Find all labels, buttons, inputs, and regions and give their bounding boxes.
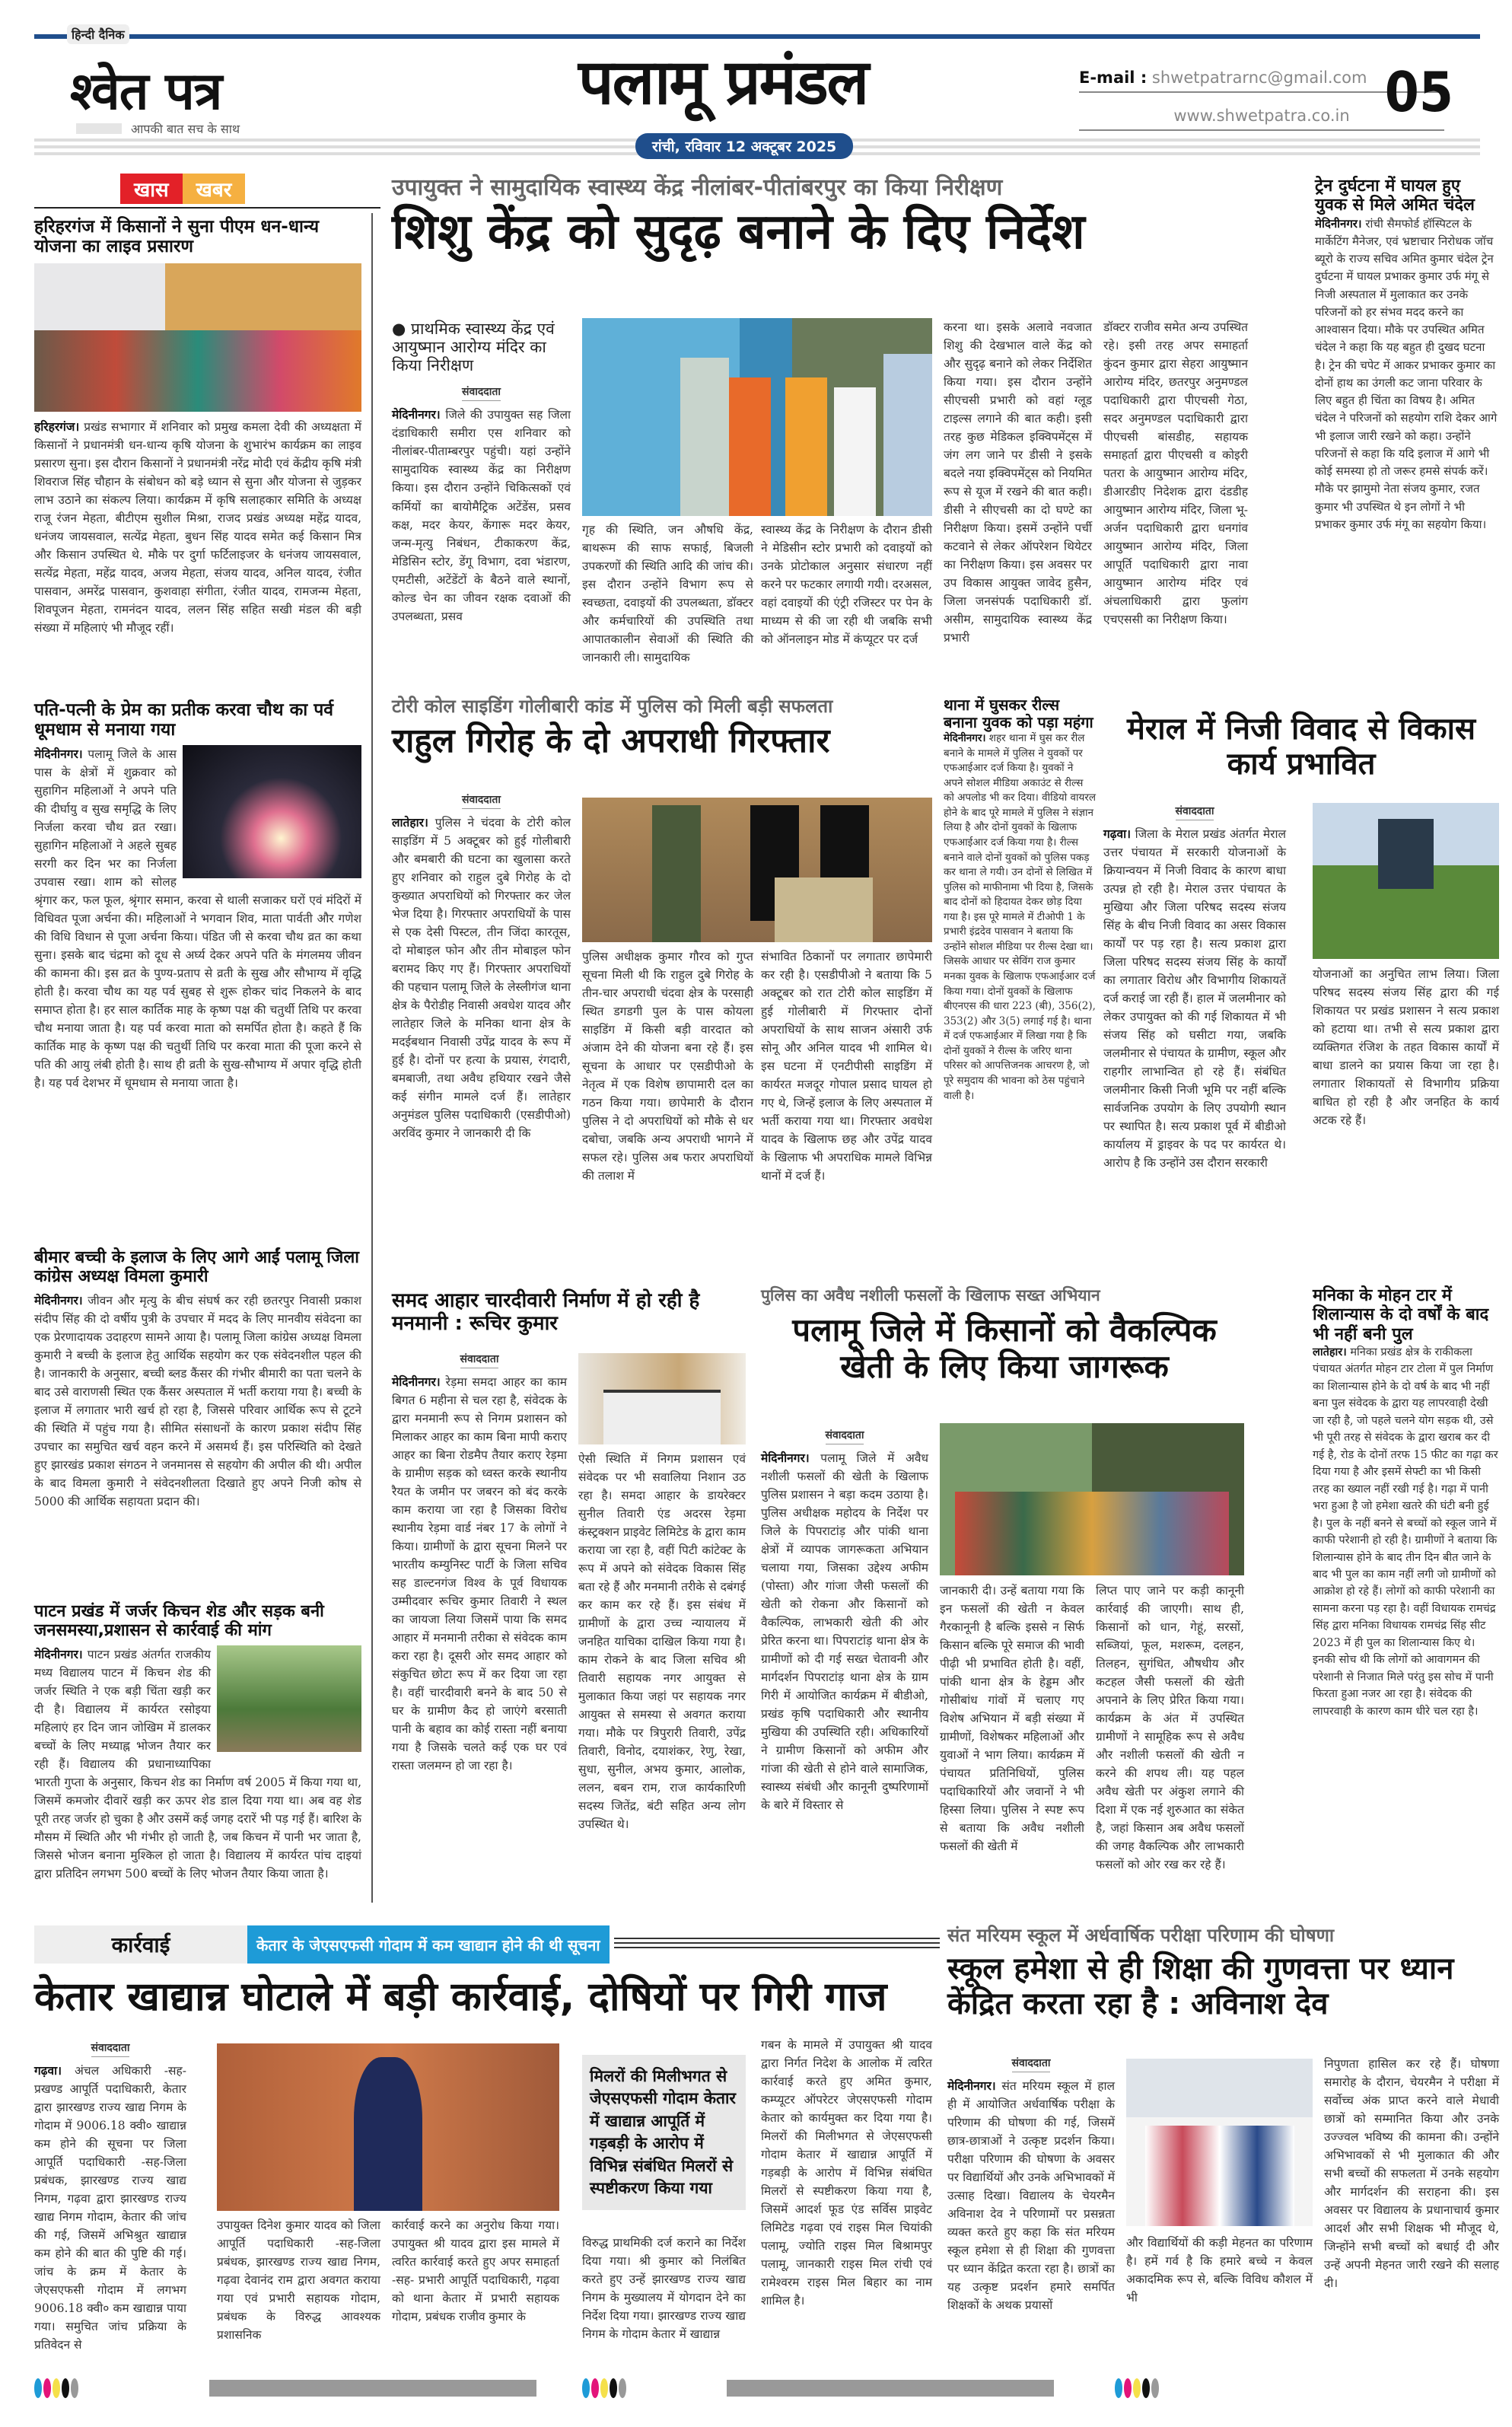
article-bimar <box>34 1248 361 1511</box>
headline-lead[interactable]: शिशु केंद्र को सुदृढ़ बनाने के दिए निर्देश <box>392 203 1085 260</box>
article-palamu-farm <box>761 1286 1248 1386</box>
cmyk-dot-black <box>610 2378 617 2398</box>
newspaper-tagline: आपकी बात सच के साथ <box>131 122 240 136</box>
ketar-col1 <box>34 2040 186 2354</box>
callout-ketar: मिलरों की मिलीभगत से जेएसएफसी गोदाम केतार में खाद्यान्न आपूर्ति में गड़बड़ी के आरोप में विभिन्न संबंधित मिलरों से स्पष्टीकरण किया गया <box>582 2055 746 2210</box>
cmyk-dot-yellow <box>600 2378 608 2398</box>
headline-reels[interactable]: थाना में घुसकर रील्स बनाना युवक को पड़ा महंगा <box>944 696 1093 731</box>
body-lead-col5: डॉक्टर राजीव समेत अन्य उपस्थित रहे। इसी तरह अपर समाहर्ता कुंदन कुमार द्वारा सेहरा आयुष्मान आरोग्य मंदिर, छतरपुर अनुमण्डल पदाधिकारी द्वारा पीएचसी गेठा, सदर अनुमण्डल पदाधिकारी द्वारा पीएचसी बांसडीह, सहायक समाहर्ता द्वारा पीएचसी व कोइरी पतरा के आयुष्मान आरोग्य मंदिर, डीआरडीए निदेशक द्वारा दंडडीह आयुष्मान आरोग्य मंदिर, जिला भू-अर्जन पदाधिकारी द्वारा धनगांव आयुष्मान आरोग्य मंदिर, जिला आपूर्ति पदाधिकारी द्वारा नावा आयुष्मान आरोग्य मंदिर एवं अंचलाधिकारी द्वारा फुलांग एचएससी का निरीक्षण किया। <box>1103 320 1248 627</box>
article-school <box>947 1925 1503 2021</box>
khas-khabar-tag <box>120 174 245 204</box>
tagline-bar <box>76 123 122 134</box>
body-ketar-col3: कार्रवाई करने का अनुरोध किया गया। उपायुक्त श्री यादव द्वारा इस मामले में त्वरित कार्रवाई करते हुए अपर समाहर्ता -सह- प्रभारी आपूर्ति पदाधिकारी, गढ़वा को थाना केतार में प्रभारी सहायक गोदाम, प्रबंधक राजीव कुमार के <box>392 2218 559 2324</box>
article-lead <box>392 175 1244 260</box>
tori-col1 <box>392 791 571 1142</box>
page-number: 05 <box>1384 60 1453 124</box>
body-reels: मेदिनीनगर। शहर थाना में घुस कर रील बनाने के मामले में पुलिस ने युवकों पर एफआईआर दर्ज किया है। युवकों ने अपने सोशल मीडिया अकाउंट से रील्स को अपलोड भी कर दिया। वीडियो वायरल होने के बाद पूरे मामले में पुलिस ने संज्ञान लिया है और दोनों युवकों के खिलाफ एफआईआर दर्ज किया गया है। रील्स बनाने वाले दोनों युवकों को पुलिस पकड़ कर थाना ले गयी। उन दोनों से लिखित में पुलिस को माफीनामा भी दिया है, जिसके बाद दोनों को हिदायत देकर छोड़ दिया गया है। इस पूरे मामले में टीओपी 1 के प्रभारी इंद्रदेव पासवान ने बताया कि उन्होंने सोशल मीडिया पर रील्स देखा था। जिसके आधार पर सेविंग राज कुमार मनका युवक के खिलाफ एफआईआर दर्ज किया गया। दोनों युवकों के खिलाफ बीएनएस की धारा 223 (बी), 356(2), 353(2) और 3(5) लगाई गई है। थाना में दर्ज एफआईआर में लिखा गया है कि दोनों युवकों ने रील्स के जरिए थाना परिसर को आपत्तिजनक आचरण है, जो पूरे समुदाय की भावना को ठेस पहुंचाने वाली है। <box>944 732 1097 1102</box>
photo-meral-watertank <box>1313 803 1499 959</box>
column-divider <box>371 213 373 1903</box>
photo-farm-awareness <box>940 1423 1244 1575</box>
body-karwa: मेदिनीनगर। पलामू जिले के आस पास के क्षेत्रों में शुक्रवार को सुहागिन महिलाओं ने अपने पति की दीर्घायु व सुख समृद्धि के लिए निर्जला करवा चौथ व्रत रखा। सुहागिन महिलाओं ने अहले सुबह सरगी कर दिन भर का निर्जला उपवास रखा। शाम को सोलह श्रृंगार कर, फल फूल, श्रृंगार समान, करवा से थाली सजाकर घरों एवं मंदिरों में विधिवत पूजा अर्चना की। महिलाओं ने भगवान शिव, माता पार्वती और गणेश की विधि विधान से पूजा अर्चना किया। पंडित जी से करवा चौथ व्रत का कथा सुना। इसके बाद चंद्रमा को दूध से अर्घ्य देकर अपने पति के मंगलमय जीवन की कामना की। इस व्रत के पुण्य-प्रताप से व्रती के सुख और सौभाग्य में वृद्धि होती है। करवा चौथ का यह पर्व सुबह से शुरू होकर चांद निकलने के बाद समाप्त होता है। हर साल कार्तिक माह के कृष्ण पक्ष की चतुर्थी तिथि पर करवा चौथ मनाया जाता है। यह पर्व करवा माता को समर्पित होता है। कहते हैं कि कार्तिक माह के कृष्ण पक्ष की चतुर्थी तिथि पर करवा माता की पूजा करने से पति की आयु लंबी होती है। साथ ही व्रती के सुख-सौभाग्य में अपार वृद्धि होती है। यह पर्व देशभर में धूमधाम से मनाया जाता है। <box>34 746 361 1091</box>
masthead-top-rule <box>34 34 1480 39</box>
cmyk-dot-black <box>62 2378 69 2398</box>
headline-ketar[interactable]: केतार खाद्यान्न घोटाले में बड़ी कार्रवाई, दोषियों पर गिरी गाज <box>34 1974 887 2020</box>
newspaper-logo: श्वेत पत्र <box>70 62 222 122</box>
photo-lead-inspection <box>582 318 932 516</box>
khas-rule <box>34 207 380 209</box>
cmyk-dot-magenta <box>1124 2378 1132 2398</box>
email-label: E-mail : <box>1079 68 1148 87</box>
headline-harihar[interactable]: हरिहरगंज में किसानों ने सुना पीएम धन-धान्य योजना का लाइव प्रसारण <box>34 217 320 257</box>
body-ketar-col4: विरुद्ध प्राथमिकी दर्ज कराने का निर्देश दिया गया। श्री कुमार को निलंबित करते हुए उन्हें झारखण्ड राज्य खाद्य निगम के मुख्यालय में योगदान देने का निर्देश दिया गया। झारखण्ड राज्य खाद्य निगम के गोदाम केतार में खाद्यान्न <box>582 2236 746 2342</box>
body-lead-col2: गृह की स्थिति, जन औषधि केंद्र, बाथरूम की साफ सफाई, बिजली उपकरणों की स्थिति आदि की जांच की। इस दौरान उन्होंने विभाग रूप से स्वच्छता, दवाइयों की उपलब्धता, डॉक्टर और कर्मचारियों की उपस्थिति तथा आपातकालीन सेवाओं की स्थिति की जानकारी ली। सामुदायिक <box>582 523 753 665</box>
cmyk-dot-magenta <box>591 2378 599 2398</box>
body-lead-col3: स्वास्थ्य केंद्र के निरीक्षण के दौरान डीसी ने मेडिसीन स्टोर प्रभारी को दवाइयों को उनके प्रोटोकाल अनुसार संधारण नहीं करने पर फटकार लगायी गयी। दरअसल, वहां दवाइयों की एंट्री रजिस्टर पर पेन के माध्यम से की जा रही थी जबकि सभी को ऑनलाइन मोड में कंप्यूटर पर दर्ज <box>761 523 932 647</box>
article-meral <box>1103 712 1499 782</box>
photo-harihar-meeting <box>34 263 361 412</box>
kicker-school: संत मरियम स्कूल में अर्धवार्षिक परीक्षा परिणाम की घोषणा <box>947 1925 1335 1946</box>
article-patan <box>34 1602 361 1883</box>
article-reels <box>944 696 1096 1104</box>
kicker-palamu-farm: पुलिस का अवैध नशीली फसलों के खिलाफ सख्त अभियान <box>761 1286 1100 1304</box>
headline-meral[interactable]: मेराल में निजी विवाद से विकास कार्य प्रभावित <box>1126 712 1476 782</box>
article-samad <box>392 1290 746 1336</box>
bullet-icon: ● <box>392 320 411 338</box>
khas-label: खास <box>120 174 183 204</box>
headline-samad[interactable]: समद आहार चारदीवारी निर्माण में हो रही है मनमानी : रूचिर कुमार <box>392 1289 700 1335</box>
byline-lead: संवाददाता <box>462 384 501 401</box>
cmyk-dot-black <box>1142 2378 1150 2398</box>
headline-school[interactable]: स्कूल हमेशा से ही शिक्षा की गुणवत्ता पर ध्यान केंद्रित करता रहा है : अविनाश देव <box>947 1951 1454 2021</box>
body-meral-col1: गढ़वा। जिला के मेराल प्रखंड अंतर्गत मेराल उत्तर पंचायत में सरकारी योजनाओं के क्रियान्वयन में निजी विवाद के कारण बाधा उत्पन्न हो रही है। मेराल उत्तर पंचायत के मुखिया और जिला परिषद सदस्य संजय सिंह के बीच निजी विवाद का असर विकास कार्यों पर पड़ रहा है। सत्य प्रकाश द्वारा जिला परिषद सदस्य संजय सिंह के कार्यों का लगातार विरोध और विभागीय शिकायतें दर्ज कराई जा रही हैं। हाल में जलमीनार को लेकर उपायुक्त को की गई शिकायत में भी संजय सिंह को घसीटा गया, जबकि जलमीनार से पंचायत के ग्रामीण, स्कूल और राहगीर लाभान्वित हो रहे हैं। संबंधित जलमीनार किसी निजी भूमि पर नहीं बल्कि सार्वजनिक उपयोग के लिए उपयोगी स्थान पर स्थापित है। सत्य प्रकाश पूर्व में बीडीओ कार्यालय में ड्राइवर के पद पर कार्यरत थे। आरोप है कि उन्होंने उस दौरान सरकारी <box>1103 827 1286 1171</box>
body-patan: मेदिनीनगर। पाटन प्रखंड अंतर्गत राजकीय मध्य विद्यालय पाटन में किचन शेड की जर्जर स्थिति ने एक बड़ी चिंता खड़ी कर दी है। विद्यालय में कार्यरत रसोइया महिलाएं हर दिन जान जोखिम में डालकर बच्चों के लिए मध्याह्न भोजन तैयार कर रही हैं। विद्यालय की प्रधानाध्यापिका भारती गुप्ता के अनुसार, किचन शेड का निर्माण वर्ष 2005 में किया गया था, जिसमें कमजोर दीवारें खड़ी कर ऊपर शेड डाल दिया गया था। अब वह शेड पूरी तरह जर्जर हो चुका है और उसमें कई जगह दरारें भी पड़ गई हैं। बारिश के मौसम में स्थिति और भी गंभीर हो जाती है, जब किचन में पानी भर जाता है, जिससे भोजन बनाना मुश्किल हो जाता है। विद्यालय में कार्यरत पांच दाइयां द्वारा प्रतिदिन लगभग 500 बच्चों के लिए भोजन तैयार किया जाता है। <box>34 1646 361 1881</box>
body-school-col1: मेदिनीनगर। संत मरियम स्कूल में हाल ही में आयोजित अर्धवार्षिक परीक्षा के परिणाम की घोषणा की गई, जिसमें छात्र-छात्राओं ने उत्कृष्ट प्रदर्शन किया। परीक्षा परिणाम की घोषणा के अवसर पर विद्यार्थियों और उनके अभिभावकों में उत्साह दिखा। विद्यालय के चेयरमैन अविनाश देव ने परिणामों पर प्रसन्नता व्यक्त करते हुए कहा कि संत मरियम स्कूल हमेशा से ही शिक्षा की गुणवत्ता पर ध्यान केंद्रित करता रहा है। छात्रों का यह उत्कृष्ट प्रदर्शन हमारे समर्पित शिक्षकों के अथक प्रयासों <box>947 2078 1115 2313</box>
school-col1 <box>947 2055 1115 2314</box>
body-bimar: मेदिनीनगर। जीवन और मृत्यु के बीच संघर्ष कर रही छतरपुर निवासी प्रकाश संदीप सिंह की दो वर्षीय पुत्री के उपचार में मदद के लिए मानवीय संवेदना का एक प्रेरणादायक उदाहरण सामने आया है। पलामू जिला कांग्रेस अध्यक्ष विमला कुमारी ने बच्ची के इलाज हेतु आर्थिक सहयोग कर एक संवेदनशील पहल की है। जानकारी के अनुसार, बच्ची ब्लड कैंसर की गंभीर बीमारी का पता चलने के बाद उसे वाराणसी स्थित एक कैंसर अस्पताल में भर्ती कराया गया है। बच्ची के इलाज में लगातार भारी खर्च हो रहा है, जिससे परिवार आर्थिक रूप से टूटने की स्थिति में पहुंच गया है। सीमित संसाधनों के कारण प्रकाश संदीप सिंह उपचार का समुचित खर्च वहन करने में असमर्थ हैं। इस परिस्थिति को देखते हुए झारखंड प्रकाश संगठन ने जनमानस से सहयोग की अपील की थी। अपील के बाद विमला कुमारी ने संवेदनशीलता दिखाते हुए अपने निजी कोष से 5000 की आर्थिक सहायता प्रदान की। <box>34 1292 361 1508</box>
body-ketar-col2: उपायुक्त दिनेश कुमार यादव को जिला आपूर्ति पदाधिकारी -सह-जिला प्रबंधक, झारखण्ड राज्य खाद्य निगम, गढ़वा देवानंद राम द्वारा अवगत कराया गया एवं प्रभारी सहायक गोदाम, प्रबंधक के विरुद्ध आवश्यक प्रशासनिक <box>217 2218 380 2343</box>
byline-meral: संवाददाता <box>1176 804 1214 820</box>
kicker-ketar: केतार के जेएसएफसी गोदाम में कम खाद्यान होने की थी सूचना <box>247 1925 610 1964</box>
body-samad-col2: ऐसी स्थिति में निगम प्रशासन एवं संवेदक पर भी सवालिया निशान उठ रहा है। समदा आहार के डायरेक्टर सुनील तिवारी एंड अदरस रेड़मा कंस्ट्रक्शन प्राइवेट लिमिटेड के द्वारा काम कराया जा रहा है, वहीं पिटी कांटेक्ट के रूप में अपने को संवेदक विकास सिंह बता रहे हैं और मनमानी तरीके से दबंगई कर काम कर रहे हैं। इस संबंध में ग्रामीणों के द्वारा उच्च न्यायालय में जनहित याचिका दाखिल किया गया है। काम रोकने के बाद जिला सचिव श्री तिवारी सहायक नगर आयुक्त से मुलाकात किया जहां पर सहायक नगर आयुक्त से समस्या से अवगत कराया गया। मौके पर त्रिपुरारी तिवारी, उपेंद्र तिवारी, विनोद, दयाशंकर, रेणु, रेखा, सुधा, सुनील, अभय कुमार, आलोक, ललन, बबन राम, राज कार्यकारिणी सदस्य जितेंद्र, बंटी सहित अन्य लोग उपस्थित थे। <box>578 1452 746 1832</box>
body-tori-col2: पुलिस अधीक्षक कुमार गौरव को गुप्त सूचना मिली थी कि राहुल दुबे गिरोह के तीन-चार अपराधी चंदवा क्षेत्र के परसाही स्थित डगडगी पुल के पास कोयला साइडिंग में किसी बड़ी वारदात को अंजाम देने की योजना बना रहे हैं। इस सूचना के आधार पर एसडीपीओ के नेतृत्व में एक विशेष छापामारी दल का गठन किया गया। छापेमारी के दौरान पुलिस ने दो अपराधियों को मौके से धर दबोचा, जबकि अन्य अपराधी भागने में सफल रहे। पुलिस अब फरार अपराधियों की तलाश में <box>582 950 753 1183</box>
body-train: मेदिनीनगर। रांची सैमफोर्ड हॉस्पिटल के मार्केटिंग मैनेजर, एवं भ्रष्टाचार निरोधक जॉच ब्यूरो के राज्य सचिव अमित कुमार चंदेल ट्रेन दुर्घटना में घायल प्रभाकर कुमार उर्फ मंगू से निजी अस्पताल में मुलाकात कर उनके परिजनों को हर संभव मदद करने का आश्वासन दिया। मौके पर उपस्थित अमित चंदेल ने कहा कि यह बहुत ही दुखद घटना है। ट्रेन की चपेट में आकर प्रभाकर कुमार का दोनों हाथ का उंगली कट जाना परिवार के लिए बहुत ही चिंता का विषय है। अमित चंदेल ने परिजनों को सहयोग राशि देकर आगे भी इलाज जारी रखने को कहा। उन्होंने परिजनों से कहा कि यदि इलाज में आगे भी कोई समस्या हो तो जरूर हमसे संपर्क करें। मौके पर झामुमो नेता संजय कुमार, रजत कुमार भी उपस्थित थे इन लोगों ने भी प्रभाकर कुमार उर्फ मंगू का सहयोग किया। <box>1315 216 1498 531</box>
byline-samad: संवाददाता <box>460 1352 499 1368</box>
cmyk-dot-yellow <box>53 2378 60 2398</box>
body-palamu-farm-col3: लिप्त पाए जाने पर कड़ी कानूनी कार्रवाई की जाएगी। साथ ही, किसानों को धान, गेहूं, सरसों, सब्जियां, फूल, मशरूम, दलहन, तिलहन, सुगंधित, औषधीय और कटहल जैसी फसलों की खेती अपनाने के लिए प्रेरित किया गया। कार्यक्रम के अंत में उपस्थित ग्रामीणों ने सामूहिक रूप से अवैध और नशीली फसलों की खेती न करने की शपथ ली। यह पहल अवैध खेती पर अंकुश लगाने की दिशा में एक नई शुरुआत का संकेत है, जहां किसान अब अवैध फसलों की जगह वैकल्पिक और लाभकारी फसलों को ओर रख कर रहे हैं। <box>1096 1584 1244 1872</box>
body-tori-col3: संभावित ठिकानों पर लगातार छापेमारी कर रही है। एसडीपीओ ने बताया कि 5 अक्टूबर को रात टोरी कोल साइडिंग में हुई गोलीबारी में गिरफ्तार दोनों अपराधियों के साथ साजन अंसारी उर्फ सोनू और अनिल यादव भी शामिल थे। इस घटना में एनटीपीसी साइडिंग में कार्यरत मजदूर गोपाल प्रसाद घायल हो गए थे, जिन्हें इलाज के लिए अस्पताल में भर्ती कराया गया था। गिरफ्तार अवधेश यादव के खिलाफ छह और उपेंद्र यादव के खिलाफ भी अपराधिक मामले विभिन्न थानों में दर्ज हैं। <box>761 950 932 1183</box>
kicker-tori: टोरी कोल साइडिंग गोलीबारी कांड में पुलिस को मिली बड़ी सफलता <box>392 696 833 717</box>
body-palamu-farm-col2: जानकारी दी। उन्हें बताया गया कि इन फसलों की खेती न केवल गैरकानूनी है बल्कि इससे न सिर्फ किसान बल्कि पूरे समाज की भावी पीढ़ी भी प्रभावित होती है। वहीं, पांकी थाना क्षेत्र के हेड्डम और गोसीबांध गांवों में चलाए गए विशेष अभियान में बड़ी संख्या में ग्रामीणों, विशेषकर महिलाओं और युवाओं ने भाग लिया। कार्यक्रम में पंचायत प्रतिनिधियों, पुलिस पदाधिकारियों और जवानों ने भी हिस्सा लिया। पुलिस ने स्पष्ट रूप से बताया कि अवैध नशीली फसलों की खेती में <box>940 1584 1084 1854</box>
body-ketar-col5: गबन के मामले में उपायुक्त श्री यादव द्वारा निर्गत निदेश के आलोक में त्वरित कार्रवाई करते हुए अमित कुमार, कम्प्यूटर ऑपरेटर जेएसएफसी गोदाम केतार को कार्यमुक्त कर दिया गया है। मिलरों की मिलीभगत से जेएसएफसी गोदाम केतार में खाद्यान्न आपूर्ति में गड़बड़ी के आरोप में विभिन्न संबंधित मिलरों से स्पष्टीकरण किया गया है, जिसमें आदर्श फूड एंड सर्विस प्राइवेट लिमिटेड गढ़वा एवं राइस मिल चियांकी पलामू, ज्योति राइस मिल बिश्रामपुर पलामू, जानकारी राइस मिल रांची एवं रामेश्वरम राइस मिल बिहार का नाम शामिल है। <box>761 2038 932 2308</box>
body-meral-col2: योजनाओं का अनुचित लाभ लिया। जिला परिषद सदस्य संजय सिंह द्वारा की गई शिकायत पर प्रखंड प्रशासन ने सत्य प्रकाश को हटाया था। तभी से सत्य प्रकाश द्वारा व्यक्तिगत रंजिश के तहत विकास कार्यों में बाधा डालने का प्रयास किया जा रहा है। लगातार शिकायतों से विभागीय प्रक्रिया बाधित हो रही है और जनहित के कार्य अटक रहे हैं। <box>1313 967 1499 1128</box>
byline-school: संवाददाता <box>1012 2056 1051 2072</box>
body-samad-col1: मेदिनीनगर। रेड़मा समदा आहर का काम बिगत 6 महीना से चल रहा है, संवेदक के द्वारा मनमानी रूप से निगम प्रशासन को मिलाकर आहर का काम बिना मापी कराए आहर का बिना रोडमैप तैयार कराए रेड़मा के ग्रामीण सड़क को ध्वस्त करके स्थानीय रैयत के जमीन पर जबरन को बंद करके काम कराया जा रहा है जिसका विरोध स्थानीय रेड़मा वार्ड नंबर 17 के लोगों ने किया। ग्रामीणों के द्वारा सूचना मिलने पर भारतीय कम्युनिस्ट पार्टी के जिला सचिव सह डाल्टनगंज विश्व के पूर्व विधायक उम्मीदवार रूचिर कुमार तिवारी ने स्थल का जायजा लिया जिसमें पाया कि समद आहार में मनमानी तरीका से संवेदक काम करा रहा है। दूसरी ओर समद आहार को संकुचित छोटा रूप में कर दिया जा रहा है। वहीं चारदीवारी बनने के बाद 50 से घर के ग्रामीण कैद हो जाएंगे बरसाती पानी के बहाव का कोई रास्ता नहीं बनाया गया है जिसके चलते कई एक घर एवं रास्ता जलमग्न हो जा रहा है। <box>392 1374 567 1773</box>
headline-patan[interactable]: पाटन प्रखंड में जर्जर किचन शेड और सड़क बनी जनसमस्या,प्रशासन से कार्रवाई की मांग <box>34 1602 324 1641</box>
photo-tori-arrest <box>582 798 932 942</box>
headline-karwa[interactable]: पति-पत्नी के प्रेम का प्रतीक करवा चौथ का पर्व धूमधाम से मनाया गया <box>34 700 334 741</box>
cmyk-dot-cyan <box>1115 2378 1122 2398</box>
lead-subhead: ● प्राथमिक स्वास्थ्य केंद्र एवं आयुष्मान आरोग्य मंदिर का किया निरीक्षण <box>392 320 555 375</box>
cmyk-dot-gray <box>71 2378 78 2398</box>
section-tag-karwai: कार्रवाई <box>34 1925 247 1964</box>
body-school-col3: निपुणता हासिल कर रहे हैं। घोषणा समारोह के दौरान, चेयरमैन ने परीक्षा में सर्वोच्च अंक प्राप्त करने वाले मेधावी छात्रों को सम्मानित किया और उनके उज्ज्वल भविष्य की कामना की। उन्होंने अभिभावकों से भी मुलाकात की और सभी बच्चों की सफलता में उनके सहयोग और मार्गदर्शन की सराहना की। इस अवसर पर विद्यालय के प्रधानाचार्य कुमार आदर्श और सभी शिक्षक भी मौजूद थे, जिन्होंने सभी बच्चों को बधाई दी और उन्हें अपनी मेहनत जारी रखने की सलाह दी। <box>1324 2057 1499 2291</box>
article-harihar <box>34 217 361 637</box>
photo-ketar-officer <box>217 2043 559 2211</box>
palamu-farm-col1 <box>761 1427 928 1814</box>
headline-manika[interactable]: मनिका के मोहन टार में शिलान्यास के दो वर्षों के बाद भी नहीं बनी पुल <box>1313 1286 1489 1344</box>
masthead-tag: हिन्दी दैनिक <box>67 24 129 44</box>
photo-school-students <box>1126 2059 1313 2226</box>
byline-ketar: संवाददाता <box>91 2040 130 2057</box>
cmyk-dot-cyan <box>34 2378 42 2398</box>
byline-palamu-farm: संवाददाता <box>826 1428 864 1444</box>
photo-karwa-couple <box>183 745 361 878</box>
cmyk-dot-gray <box>619 2378 626 2398</box>
body-lead-col4: करना था। इसके अलावे नवजात शिशु की देखभाल वाले केंद्र को और सुदृढ़ बनाने को लेकर निर्देशित किया गया। इस दौरान उन्होंने सीएचसी प्रभारी को वहां ग्लूड टाइल्स लगाने की बात कही। इसी तरह कुछ मेडिकल इक्विपमेंट्स में जंग लग जाने पर डीसी ने इसके बदले नया इक्विपमेंट्स को नियमित रूप से यूज में रखने की बात कही। डीसी ने सीएचसी का दो घण्टे का निरीक्षण किया। इसमें उन्होंने पर्ची कटवाने से लेकर ऑपरेशन थियेटर का निरीक्षण किया। इस अवसर पर उप विकास आयुक्त जावेद हुसैन, जिला जनसंपर्क पदाधिकारी डॉ. असीम, सामुदायिक स्वास्थ्य केंद्र प्रभारी <box>944 320 1092 645</box>
body-harihar: हरिहरगंज। प्रखंड सभागार में शनिवार को प्रमुख कमला देवी की अध्यक्षता में किसानों ने प्रधानमंत्री धन-धान्य कृषि योजना के शुभारंभ कार्यक्रम का लाइव प्रसारण सुना। इस दौरान किसानों ने प्रधानमंत्री नरेंद्र मोदी एवं केंद्रीय कृषि मंत्री शिवराज सिंह चौहान के संबोधन को बड़े ध्यान से सुना और योजना से जुड़कर लाभ उठाने का संकल्प लिया। कार्यक्रम में कृषि सलाहकार समिति के अध्यक्ष राजू रंजन मेहता, बीटीएम सुशील मिश्रा, राजद प्रखंड अध्यक्ष महेंद्र यादव, धनंजय जायसवाल, सत्येंद्र मेहता, बुधन सिंह यादव समेत कई किसान मित्र और किसान उपस्थित थे. मौके पर दुर्गा फर्टिलाइजर के धनंजय जायसवाल, सत्येंद्र मेहता, महेंद्र यादव, अजय मेहता, संजय यादव, अनिल यादव, रंजीत पासवान, अमरेंद्र पासवान, कुशवाहा संगीता, रंजीत यादव, रामजन्म मेहता, शिवपूजन मेहता, रामनंदन यादव, ललन सिंह सहित सखी मंडल की बड़ी संख्या में महिलाएं भी मौजूद रहीं। <box>34 419 361 635</box>
kicker-ketar-lines <box>614 1938 940 1951</box>
photo-samad-meeting <box>578 1353 746 1444</box>
kicker-lead: उपायुक्त ने सामुदायिक स्वास्थ्य केंद्र नीलांबर-पीतांबरपुर का किया निरीक्षण <box>392 174 1003 201</box>
byline-tori: संवाददाता <box>462 792 501 809</box>
website-link[interactable]: www.shwetpatra.co.in <box>1173 107 1350 125</box>
dateline-pill: रांची, रविवार 12 अक्टूबर 2025 <box>635 133 853 159</box>
headline-train[interactable]: ट्रेन दुर्घटना में घायल हुए युवक से मिले अमित चंदेल <box>1315 177 1475 215</box>
khabar-label: खबर <box>183 174 246 204</box>
samad-col1 <box>392 1351 567 1775</box>
section-title: पलामू प्रमंडल <box>578 46 868 119</box>
cmyk-dot-magenta <box>43 2378 51 2398</box>
body-lead-col1: मेदिनीनगर। जिले की उपायुक्त सह जिला दंडाधिकारी समीरा एस शनिवार को नीलांबर-पीताम्बरपुर पहुंची। यहां उन्होंने सामुदायिक स्वास्थ्य केंद्र का निरीक्षण किया। इस दौरान उन्होंने चिकित्सकों एवं कर्मियों का बायोमैट्रिक अटेंडेंस, प्रसव कक्ष, मदर केयर, केंगारू मदर केयर, जन्म-मृत्यु निबंधन, टीकाकरण केंद्र, मेडिसिन स्टोर, डेंगू विभाग, दवा भंडारण, एमटीसी, अटेंडेंटों के बैठने वाले स्थानों, कोल्ड चेन का जीवन रक्षक दवाओं की उपलब्धता, प्रसव <box>392 407 571 623</box>
lead-sidebar <box>392 320 571 626</box>
cmyk-dot-yellow <box>1133 2378 1141 2398</box>
headline-palamu-farm[interactable]: पलामू जिले में किसानों को वैकल्पिक खेती के लिए किया जागरूक <box>792 1311 1217 1386</box>
photo-patan-road <box>217 1645 361 1752</box>
headline-tori[interactable]: राहुल गिरोह के दो अपराधी गिरफ्तार <box>392 721 830 760</box>
ketar-header-bar <box>34 1925 940 1964</box>
article-manika <box>1313 1286 1499 1720</box>
article-train <box>1315 177 1498 533</box>
body-school-col2: और विद्यार्थियों की कड़ी मेहनत का परिणाम है। हमें गर्व है कि हमारे बच्चे न केवल अकादमिक रूप से, बल्कि विविध कौशल में भी <box>1126 2236 1313 2305</box>
body-palamu-farm-col1: मेदिनीनगर। पलामू जिले में अवैध नशीली फसलों की खेती के खिलाफ पुलिस प्रशासन ने बड़ा कदम उठाया है। पुलिस अधीक्षक महोदय के निर्देश पर जिले के पिपराटांड़ और पांकी थाना क्षेत्रों में व्यापक जागरूकता अभियान चलाया गया, जिसका उद्देश्य अफीम (पोस्ता) और गांजा जैसी फसलों की खेती को रोकना और किसानों को वैकल्पिक, लाभकारी खेती की ओर प्रेरित करना था। पिपराटांड़ थाना क्षेत्र के ग्रामीणों को दी गई सख्त चेतावनी और मार्गदर्शन पिपराटांड़ थाना क्षेत्र के ग्राम गिरी में आयोजित कार्यक्रम में बीडीओ, प्रखंड कृषि पदाधिकारी और स्थानीय मुखिया की उपस्थिति रही। अधिकारियों ने ग्रामीण किसानों को अफीम और गांजा की खेती से होने वाले सामाजिक, स्वास्थ्य संबंधी और कानूनी दुष्परिणामों के बारे में विस्तार से <box>761 1451 928 1813</box>
body-ketar-col1: गढ़वा। अंचल अधिकारी -सह-प्रखण्ड आपूर्ति पदाधिकारी, केतार द्वारा झारखण्ड राज्य खाद्य निगम के गोदाम में 9006.18 क्वी० खाद्यान्न कम होने की सूचना पर जिला आपूर्ति पदाधिकारी -सह-जिला प्रबंधक, झारखण्ड राज्य खाद्य निगम, गढ़वा द्वारा झारखण्ड राज्य खाद्य निगम गोदाम, केतार की जांच की गई, जिसमें अभिश्रुत खाद्यान्न कम होने की बात की पुष्टि की गई। जांच के क्रम में केतार के जेएसएफसी गोदाम में लगभग 9006.18 क्वी० कम खाद्यान्न पाया गया। समुचित जांच प्रक्रिया के प्रतिवेदन से <box>34 2063 186 2352</box>
article-karwa <box>34 700 361 1092</box>
cmyk-dot-gray <box>1151 2378 1159 2398</box>
body-manika: लातेहार। मनिका प्रखंड क्षेत्र के राकीकला पंचायत अंतर्गत मोहन टार टोला में पुल निर्माण का शिलान्यास होने के दो वर्ष के बाद भी नहीं बना पुल संवेदक के द्वारा यह लापरवाही देखी जा रही है, जो पहले चलने योग सड़क थी, उसे भी पूरी तरह से संवेदक के द्वारा खराब कर दी गई है, रोड के दोनों तरफ 15 फीट का गढ़ा कर दिया गया है और इसमें सेफ्टी का भी किसी तरह का ख्याल नहीं रखी गई है। गढ़ा में पानी भरा हुआ है जो हमेशा खतरे की घंटी बनी हुई है। पुल के नहीं बनने से बच्चों को स्कूल जाने में काफी परेशानी हो रही है। ग्रामीणों ने बताया कि शिलान्यास होने के बाद तीन दिन बीत जाने के बाद भी पुल का काम नहीं लगी जो ग्रामीणों को आक्रोश हो रहे हैं। लोगों को काफी परेशानी का सामना करना पड़ रहा है। वहीं विधायक रामचंद्र सिंह द्वारा मनिका विधायक रामचंद्र सिंह सीट 2023 में ही पुल का शिलान्यास किए थे। इनकी सोच थी कि लोगों को आवागमन की परेशानी से निजात मिले परंतु इस सोच में पानी फिरता हुआ नजर आ रहा है। संवेदक की लापरवाही के कारण काम धीरे चल रहा है। <box>1313 1345 1498 1718</box>
email-link[interactable]: shwetpatrarnc@gmail.com <box>1151 68 1367 87</box>
masthead <box>0 0 1512 171</box>
cmyk-dot-cyan <box>582 2378 590 2398</box>
print-registration-bar <box>34 2378 1480 2398</box>
article-tori <box>392 696 940 760</box>
headline-bimar[interactable]: बीमार बच्ची के इलाज के लिए आगे आईं पलामू जिला कांग्रेस अध्यक्ष विमला कुमारी <box>34 1248 359 1287</box>
meral-col1 <box>1103 803 1286 1172</box>
body-tori-col1: लातेहार। पुलिस ने चंदवा के टोरी कोल साइडिंग में 5 अक्टूबर को हुई गोलीबारी और बमबारी की घटना का खुलासा करते हुए शनिवार को राहुल दुबे गिरोह के दो कुख्यात अपराधियों को गिरफ्तार कर जेल भेज दिया है। गिरफ्तार अपराधियों के पास से एक देसी पिस्टल, तीन जिंदा कारतूस, दो मोबाइल फोन और तीन मोबाइल फोन बरामद किए गए हैं। गिरफ्तार अपराधियों की पहचान पलामू जिले के लेस्लीगंज थाना क्षेत्र के पैरोडीह निवासी अवधेश यादव और लातेहार जिले के मनिका थाना क्षेत्र के मदईबथान निवासी उपेंद्र यादव के रूप में हुई है। दोनों पर हत्या के प्रयास, रंगदारी, बमबाजी, तथा अवैध हथियार रखने जैसे कई संगीन मामले दर्ज हैं। लातेहार अनुमंडल पुलिस पदाधिकारी (एसडीपीओ) अरविंद कुमार ने जानकारी दी कि <box>392 815 571 1141</box>
